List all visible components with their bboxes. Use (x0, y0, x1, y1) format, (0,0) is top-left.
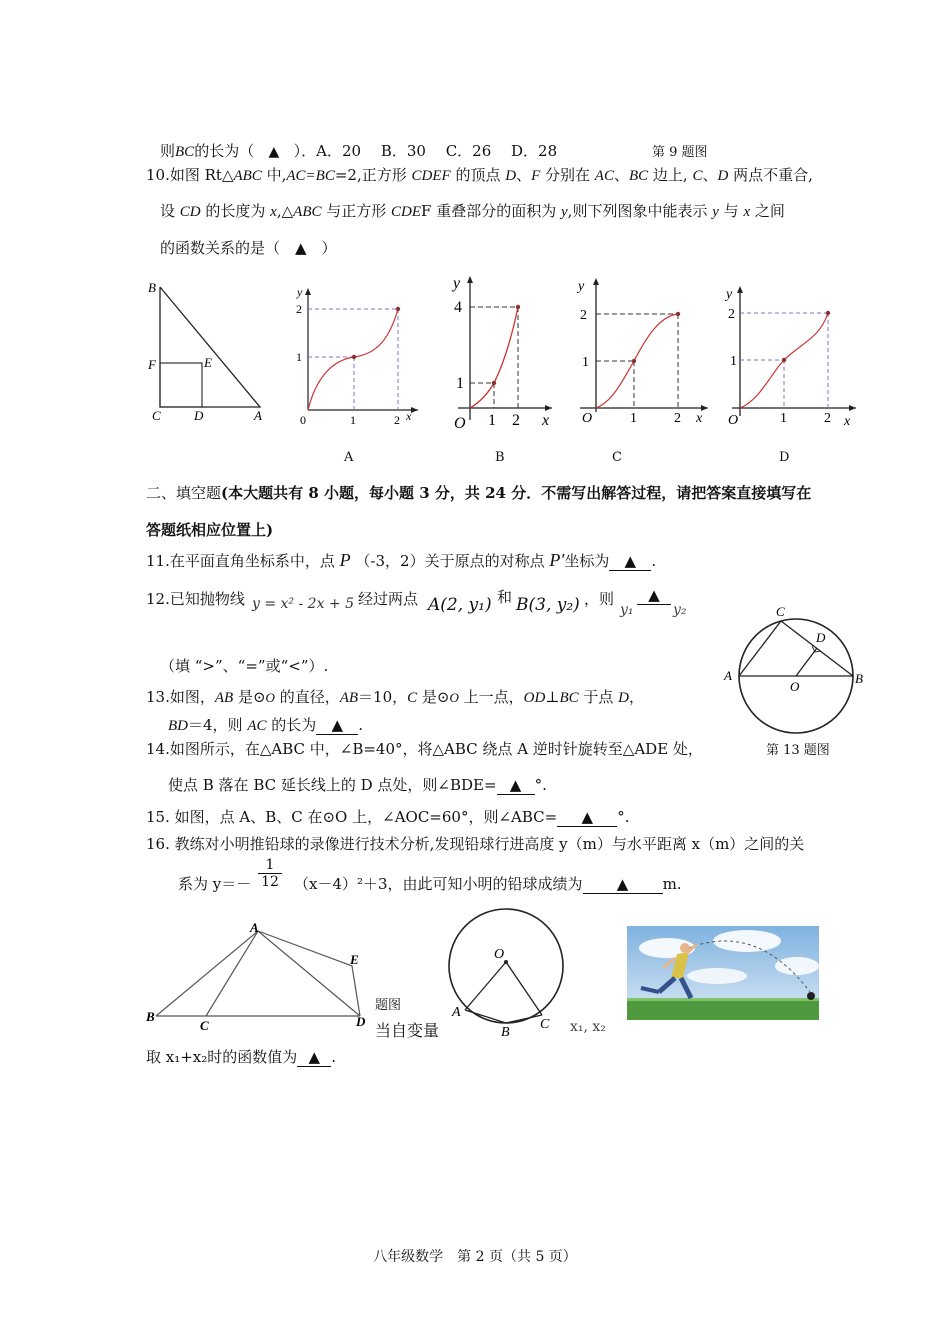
svg-text:2: 2 (296, 302, 302, 316)
q14-label-a: A (250, 920, 259, 935)
q16-fraction (258, 857, 282, 890)
svg-text:1: 1 (296, 350, 302, 364)
svg-text:2: 2 (512, 412, 520, 429)
q12-answer-blank[interactable]: ▲ (637, 586, 671, 605)
q15-label-b: B (501, 1025, 510, 1038)
svg-text:y: y (578, 279, 585, 294)
q14-label-e: E (350, 952, 359, 967)
svg-text:1: 1 (730, 354, 737, 369)
q10-graph-a (288, 282, 423, 430)
q13-line1: 13.如图，AB 是⊙O 的直径，AB＝10，C 是⊙O 上一点，OD⊥BC 于点 D， (146, 688, 645, 706)
q12-y1: y₁ (620, 602, 634, 618)
q12-then: ，则 (584, 590, 615, 608)
q11-answer-blank[interactable]: ▲ (609, 552, 651, 571)
q12-point-a: A(2, y₁) (428, 595, 492, 615)
q12-pass-text: 经过两点 (358, 590, 419, 608)
svg-text:1: 1 (780, 411, 787, 426)
q15-label-o: O (494, 947, 505, 962)
q13-label-a: A (724, 668, 732, 683)
svg-text:1: 1 (488, 412, 496, 429)
option-label-c: C (612, 450, 622, 465)
q13-label-d: D (816, 630, 826, 645)
q14-label-b: B (146, 1009, 155, 1024)
tri-label-e: E (204, 355, 212, 370)
q13-circle-figure (718, 600, 868, 740)
q12-point-b: B(3, y₂) (516, 595, 580, 615)
svg-text:1: 1 (350, 413, 356, 427)
q15-answer-blank[interactable]: ▲ (557, 808, 617, 827)
q15-label-c: C (540, 1017, 550, 1032)
q10-line2: 设 CD 的长度为 x,△ABC 与正方形 CDEF 重叠部分的面积为 y,则下列图象中能表示 y 与 x 之间 (160, 202, 785, 220)
q16-frac-den: 12 (261, 874, 279, 890)
svg-text:2: 2 (674, 411, 681, 426)
section2-title-line2: 答题纸相应位置上) (146, 521, 274, 539)
q12: 12.已知抛物线 (146, 590, 245, 608)
q10-graph-d (720, 280, 860, 430)
q16-answer-blank[interactable]: ▲ (583, 875, 663, 894)
partial-text-left: 当自变量 (375, 1021, 440, 1040)
svg-text:2: 2 (394, 413, 400, 427)
q9-answer-line: 则BC的长为（ ▲ ）．A．20 B．30 C．26 D．28 (160, 142, 558, 160)
q12-hint: （填 “>”、“=”或“<”）. (160, 657, 329, 675)
svg-text:O: O (582, 411, 593, 426)
q14-answer-blank[interactable]: ▲ (497, 776, 535, 795)
q14-label-c: C (200, 1018, 209, 1033)
q13-answer-blank[interactable]: ▲ (316, 716, 358, 735)
q9-figure-caption: 第 9 题图 (652, 145, 708, 160)
svg-text:x: x (696, 411, 703, 426)
q13-caption: 第 13 题图 (766, 743, 830, 758)
svg-text:y: y (453, 275, 461, 292)
q16-line1: 16. 教练对小明推铅球的录像进行技术分析,发现铅球行进高度 y（m）与水平距离 x（m）之间的关 (146, 835, 805, 853)
q10-line1: 10.如图 Rt△ABC 中,AC=BC=2,正方形 CDEF 的顶点 D、F 分别在 AC、BC 边上, C、D 两点不重合, (146, 166, 813, 184)
q12-formula: y = x² - 2x + 5 (252, 596, 355, 612)
svg-text:2: 2 (580, 308, 587, 323)
q14-figure (140, 918, 380, 1040)
q13-line2: BD＝4，则 AC 的长为 ▲ . (168, 716, 364, 734)
option-label-a: A (344, 450, 354, 465)
q14-label-d: D (356, 1014, 366, 1029)
svg-text:x: x (406, 409, 412, 423)
q10-graph-c (572, 272, 712, 427)
q16-line2-a: 系为 y＝－ (178, 875, 252, 893)
svg-text:x: x (542, 412, 550, 429)
tri-label-d: D (194, 408, 204, 423)
svg-text:1: 1 (630, 411, 637, 426)
q13-label-c: C (776, 604, 785, 619)
q11: 11.在平面直角坐标系中，点 P （-3，2）关于原点的对称点 P′坐标为 ▲ . (146, 550, 657, 570)
q16-line2-b: （x－4）²＋3，由此可知小明的铅球成绩为 ▲ m. (294, 875, 682, 893)
svg-text:2: 2 (824, 411, 831, 426)
svg-text:x: x (844, 414, 851, 429)
tri-label-f: F (148, 357, 156, 372)
tri-label-a: A (254, 408, 262, 423)
partial-caption: 题图 (375, 998, 402, 1013)
section2-title: 二、填空题(本大题共有 8 小题，每小题 3 分，共 24 分．不需写出解答过程，请把答案直接填写在 (146, 484, 812, 502)
q15-figure (440, 906, 570, 1038)
q12-y2: y₂ (673, 602, 687, 618)
partial-answer-blank[interactable]: ▲ (297, 1048, 331, 1067)
svg-text:0: 0 (300, 413, 306, 427)
svg-text:y: y (726, 287, 733, 302)
page-footer: 八年级数学 第 2 页（共 5 页） (373, 1249, 577, 1265)
q10-triangle-figure (140, 275, 270, 425)
q15-label-a: A (452, 1005, 461, 1020)
svg-text:1: 1 (456, 375, 464, 392)
q13-label-o: O (790, 679, 800, 694)
svg-text:2: 2 (728, 307, 735, 322)
q16-frac-num: 1 (258, 857, 282, 874)
q14-line2: 使点 B 落在 BC 延长线上的 D 点处，则∠BDE= ▲ °. (168, 776, 547, 794)
q12-and: 和 (497, 588, 513, 606)
svg-text:O: O (454, 415, 466, 432)
svg-text:4: 4 (454, 299, 462, 316)
q15: 15. 如图，点 A、B、C 在⊙O 上，∠AOC=60°，则∠ABC= ▲ °. (146, 808, 630, 826)
shot-put-picture (627, 926, 819, 1020)
partial-line: 取 x₁+x₂时的函数值为 ▲ . (146, 1048, 337, 1066)
tri-label-b: B (148, 280, 156, 295)
tri-label-c: C (152, 408, 161, 423)
partial-text-right: x₁, x₂ (570, 1019, 606, 1035)
option-label-d: D (779, 450, 790, 465)
option-label-b: B (495, 450, 505, 465)
q13-label-b: B (855, 671, 863, 686)
svg-text:y: y (297, 285, 303, 299)
q10-graph-b (448, 270, 558, 432)
svg-text:1: 1 (582, 355, 589, 370)
svg-text:O: O (728, 413, 739, 428)
q10-line3: 的函数关系的是（ ▲ ） (160, 239, 337, 257)
q14-line1: 14.如图所示，在△ABC 中，∠B=40°，将△ABC 绕点 A 逆时针旋转至△ADE 处， (146, 740, 703, 758)
